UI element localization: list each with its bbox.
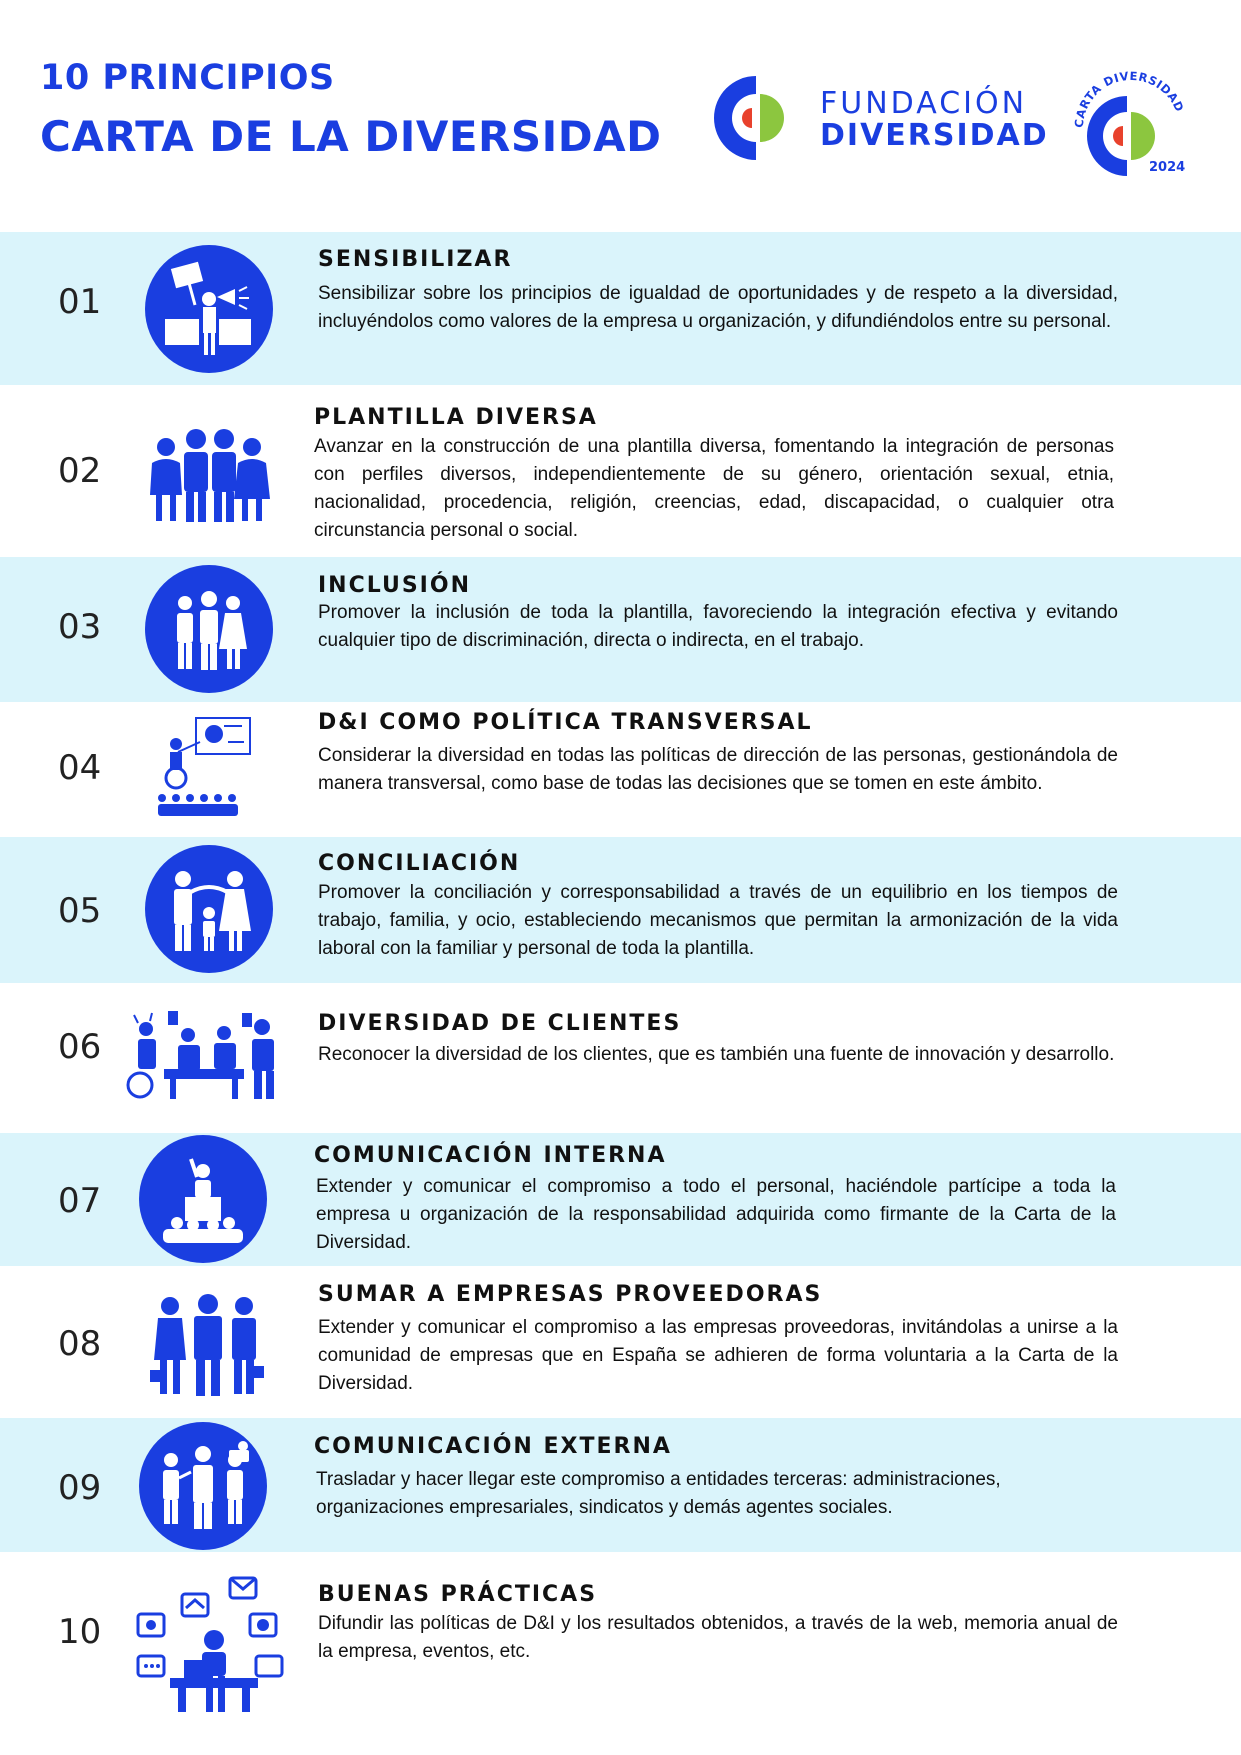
inclusion-people-icon xyxy=(143,563,275,699)
title-line-2: CARTA DE LA DIVERSIDAD xyxy=(40,112,662,161)
principle-row-07 xyxy=(0,1133,1241,1266)
carta-diversidad-logo xyxy=(1065,68,1197,186)
fundacion-logo-icon xyxy=(710,72,802,164)
principle-number: 03 xyxy=(58,607,102,647)
principle-text: Considerar la diversidad en todas las políticas de dirección de las personas, gestionándola de manera transversal, como base de todas las decisiones que se tomen en este ámbito. xyxy=(318,745,1118,794)
principle-number: 01 xyxy=(58,282,102,322)
principle-number: 08 xyxy=(58,1324,102,1364)
press-interview-icon xyxy=(137,1420,269,1556)
principle-title: COMUNICACIÓN EXTERNA xyxy=(314,1434,672,1459)
principle-title: D&I COMO POLÍTICA TRANSVERSAL xyxy=(318,710,813,735)
principle-number: 07 xyxy=(58,1181,102,1221)
carta-arc-text: CARTA DIVERSIDAD xyxy=(1071,68,1187,129)
principle-number: 10 xyxy=(58,1612,102,1652)
wheelchair-presenter-icon xyxy=(158,712,258,820)
principle-number: 04 xyxy=(58,748,102,788)
principle-number: 09 xyxy=(58,1468,102,1508)
principle-title: COMUNICACIÓN INTERNA xyxy=(314,1143,667,1168)
principle-row-04 xyxy=(0,702,1241,837)
principle-text: Avanzar en la construcción de una plantilla diversa, fomentando la integración de personas con perfiles diversos, independientemente de su género, orientación sexual, etnia, nacionalidad, procedencia, religión, creencias, edad, discapacidad, o cualquier otra circunstancia personal o social. xyxy=(314,436,1114,541)
principle-text: Extender y comunicar el compromiso a todo el personal, haciéndole partícipe a toda la empresa u organización de la responsabilidad adquirida como firmante de la Carta de la Diversidad. xyxy=(316,1176,1116,1253)
principle-title: INCLUSIÓN xyxy=(318,573,471,598)
principle-title: PLANTILLA DIVERSA xyxy=(314,405,598,430)
principle-row-10 xyxy=(0,1552,1241,1755)
principle-row-02 xyxy=(0,385,1241,557)
carta-year: 2024 xyxy=(1149,160,1186,175)
principle-row-03 xyxy=(0,557,1241,702)
digital-communication-icon xyxy=(134,1574,294,1718)
principle-number: 06 xyxy=(58,1027,102,1067)
principle-row-05 xyxy=(0,837,1241,983)
title-line-1: 10 PRINCIPIOS xyxy=(40,58,335,98)
diverse-group-icon xyxy=(148,425,272,529)
principle-title: SUMAR A EMPRESAS PROVEEDORAS xyxy=(318,1282,823,1307)
principle-row-01 xyxy=(0,232,1241,385)
principle-text: Sensibilizar sobre los principios de igualdad de oportunidades y de respeto a la diversidad, incluyéndolos como valores de la empresa u organización, y difundiéndolos entre su personal. xyxy=(318,283,1118,332)
fundacion-word: FUNDACIÓN xyxy=(820,86,1028,121)
protest-megaphone-icon xyxy=(143,243,275,379)
principle-number: 05 xyxy=(58,891,102,931)
speaker-podium-icon xyxy=(137,1133,269,1269)
principle-title: CONCILIACIÓN xyxy=(318,851,521,876)
diversidad-word: DIVERSIDAD xyxy=(820,118,1049,153)
principle-title: SENSIBILIZAR xyxy=(318,247,513,272)
header xyxy=(0,0,1241,232)
fundacion-diversidad-logo xyxy=(710,72,1049,164)
svg-text:CARTA DIVERSIDAD xyxy=(1072,69,1187,128)
business-partners-icon xyxy=(148,1294,266,1402)
principle-text: Promover la conciliación y corresponsabilidad a través de un equilibrio en los tiempos de trabajo, familia, y ocio, estableciendo mecanismos que permitan la armonización de la vida laboral con la familiar y personal de toda la plantilla. xyxy=(318,882,1118,959)
principle-text: Extender y comunicar el compromiso a las empresas proveedoras, invitándolas a unirse a la comunidad de empresas que en España se adhieren de forma voluntaria a la Carta de la Diversidad. xyxy=(318,1317,1118,1394)
principle-row-06 xyxy=(0,983,1241,1133)
principle-text: Difundir las políticas de D&I y los resultados obtenidos, a través de la web, memoria anual de la empresa, eventos, etc. xyxy=(318,1613,1118,1662)
principle-text: Promover la inclusión de toda la plantilla, favoreciendo la integración efectiva y evitando cualquier tipo de discriminación, directa o indirecta, en el trabajo. xyxy=(318,602,1118,651)
principle-text: Reconocer la diversidad de los clientes, que es también una fuente de innovación y desarrollo. xyxy=(318,1044,1115,1065)
principle-number: 02 xyxy=(58,451,102,491)
principle-row-08 xyxy=(0,1266,1241,1418)
diverse-clients-icon xyxy=(124,1011,292,1105)
principle-title: DIVERSIDAD DE CLIENTES xyxy=(318,1011,682,1036)
principle-title: BUENAS PRÁCTICAS xyxy=(318,1582,598,1607)
principle-text: Trasladar y hacer llegar este compromiso a entidades terceras: administraciones, organizaciones empresariales, sindicatos y demás agentes sociales. xyxy=(316,1469,1001,1518)
family-icon xyxy=(143,843,275,979)
principle-row-09 xyxy=(0,1418,1241,1552)
